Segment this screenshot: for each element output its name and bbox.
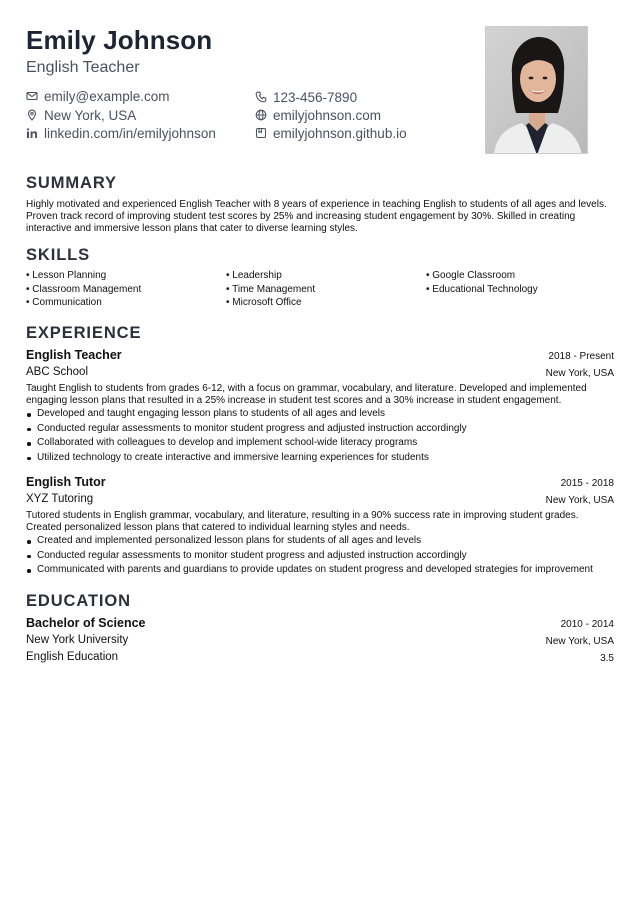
summary-text: Highly motivated and experienced English Teacher with 8 years of experience in teaching English to students of all ages and levels. Proven track record of improving student test scores by 25% and increasing student engagement by 30%. Skilled in creating interactive and immersive lesson plans that cater to diverse learning styles. [26,199,607,234]
contact-github[interactable] [255,124,407,142]
job-bullet: Communicated with parents and guardians to provide updates on student progress and developed strategies for improvement [26,563,621,578]
job-bullet: Created and implemented personalized lesson plans for students of all ages and levels [26,534,621,549]
job-title: English Teacher [26,348,122,362]
location-pin-icon [26,109,38,121]
education-heading: EDUCATION [26,592,131,610]
job-organization: ABC School [26,366,89,378]
candidate-name: Emily Johnson [26,25,213,55]
contact-phone[interactable] [255,88,357,106]
job-dates: 2015 - 2018 [560,478,614,489]
job-bullet: Utilized technology to create interactive and immersive learning experiences for students [26,451,621,466]
contact-website[interactable] [255,106,381,124]
contact-website-text: emilyjohnson.com [273,107,382,123]
job-organization: XYZ Tutoring [26,493,94,505]
gpa: 3.5 [600,653,614,664]
degree: Bachelor of Science [26,616,146,630]
job-description: Taught English to students from grades 6-12, with a focus on grammar, vocabulary, and literature. Developed and implemented engaging lesson plans that resulted in a 25% increase in student test scores and a 30% increase in student engagement. [26,383,587,406]
globe-icon [255,109,267,121]
job-bullet: Developed and taught engaging lesson plans to students of all ages and levels [26,407,621,422]
skill-item: • Educational Technology [426,284,626,295]
skill-item: • Communication [26,297,226,308]
job-dates: 2018 - Present [548,351,614,362]
contact-github-text: emilyjohnson.github.io [273,125,407,141]
school-name: New York University [26,634,129,646]
portfolio-icon [255,127,267,139]
skill-item: • Time Management [226,284,426,295]
job-location: New York, USA [545,368,614,379]
profile-photo [485,26,588,154]
education-dates: 2010 - 2014 [560,619,614,630]
linkedin-icon [26,127,38,139]
job-bullet: Conducted regular assessments to monitor student progress and adjusted instruction accordingly [26,549,621,564]
contact-location-text: New York, USA [44,107,137,123]
summary-heading: SUMMARY [26,174,117,192]
skill-item: • Microsoft Office [226,297,426,308]
skill-item: • Classroom Management [26,284,226,295]
skill-item: • Leadership [226,270,426,281]
phone-icon [255,91,267,103]
contact-location [26,106,136,124]
skills-list [26,270,626,308]
contact-linkedin[interactable] [26,124,216,142]
job-bullet: Collaborated with colleagues to develop and implement school-wide literacy programs [26,436,621,451]
candidate-role: English Teacher [26,59,140,76]
skill-item: • Google Classroom [426,270,626,281]
job-bullet: Conducted regular assessments to monitor student progress and adjusted instruction accordingly [26,422,621,437]
job-bullets [26,407,621,465]
skills-heading: SKILLS [26,246,91,264]
experience-heading: EXPERIENCE [26,324,142,342]
skill-item: • Lesson Planning [26,270,226,281]
contact-email-text: emily@example.com [44,88,170,104]
job-title: English Tutor [26,475,106,489]
job-location: New York, USA [545,495,614,506]
field-of-study: English Education [26,651,119,663]
contact-linkedin-text: linkedin.com/in/emilyjohnson [44,125,216,141]
mail-icon [26,90,38,102]
contact-phone-text: 123-456-7890 [273,89,358,105]
job-description: Tutored students in English grammar, vocabulary, and literature, resulting in a 90% success rate in improving student grades. Created personalized lesson plans that catered to individual learning styles and needs. [26,510,579,533]
job-bullets [26,534,621,578]
education-location: New York, USA [545,636,614,647]
contact-email[interactable] [26,87,170,105]
